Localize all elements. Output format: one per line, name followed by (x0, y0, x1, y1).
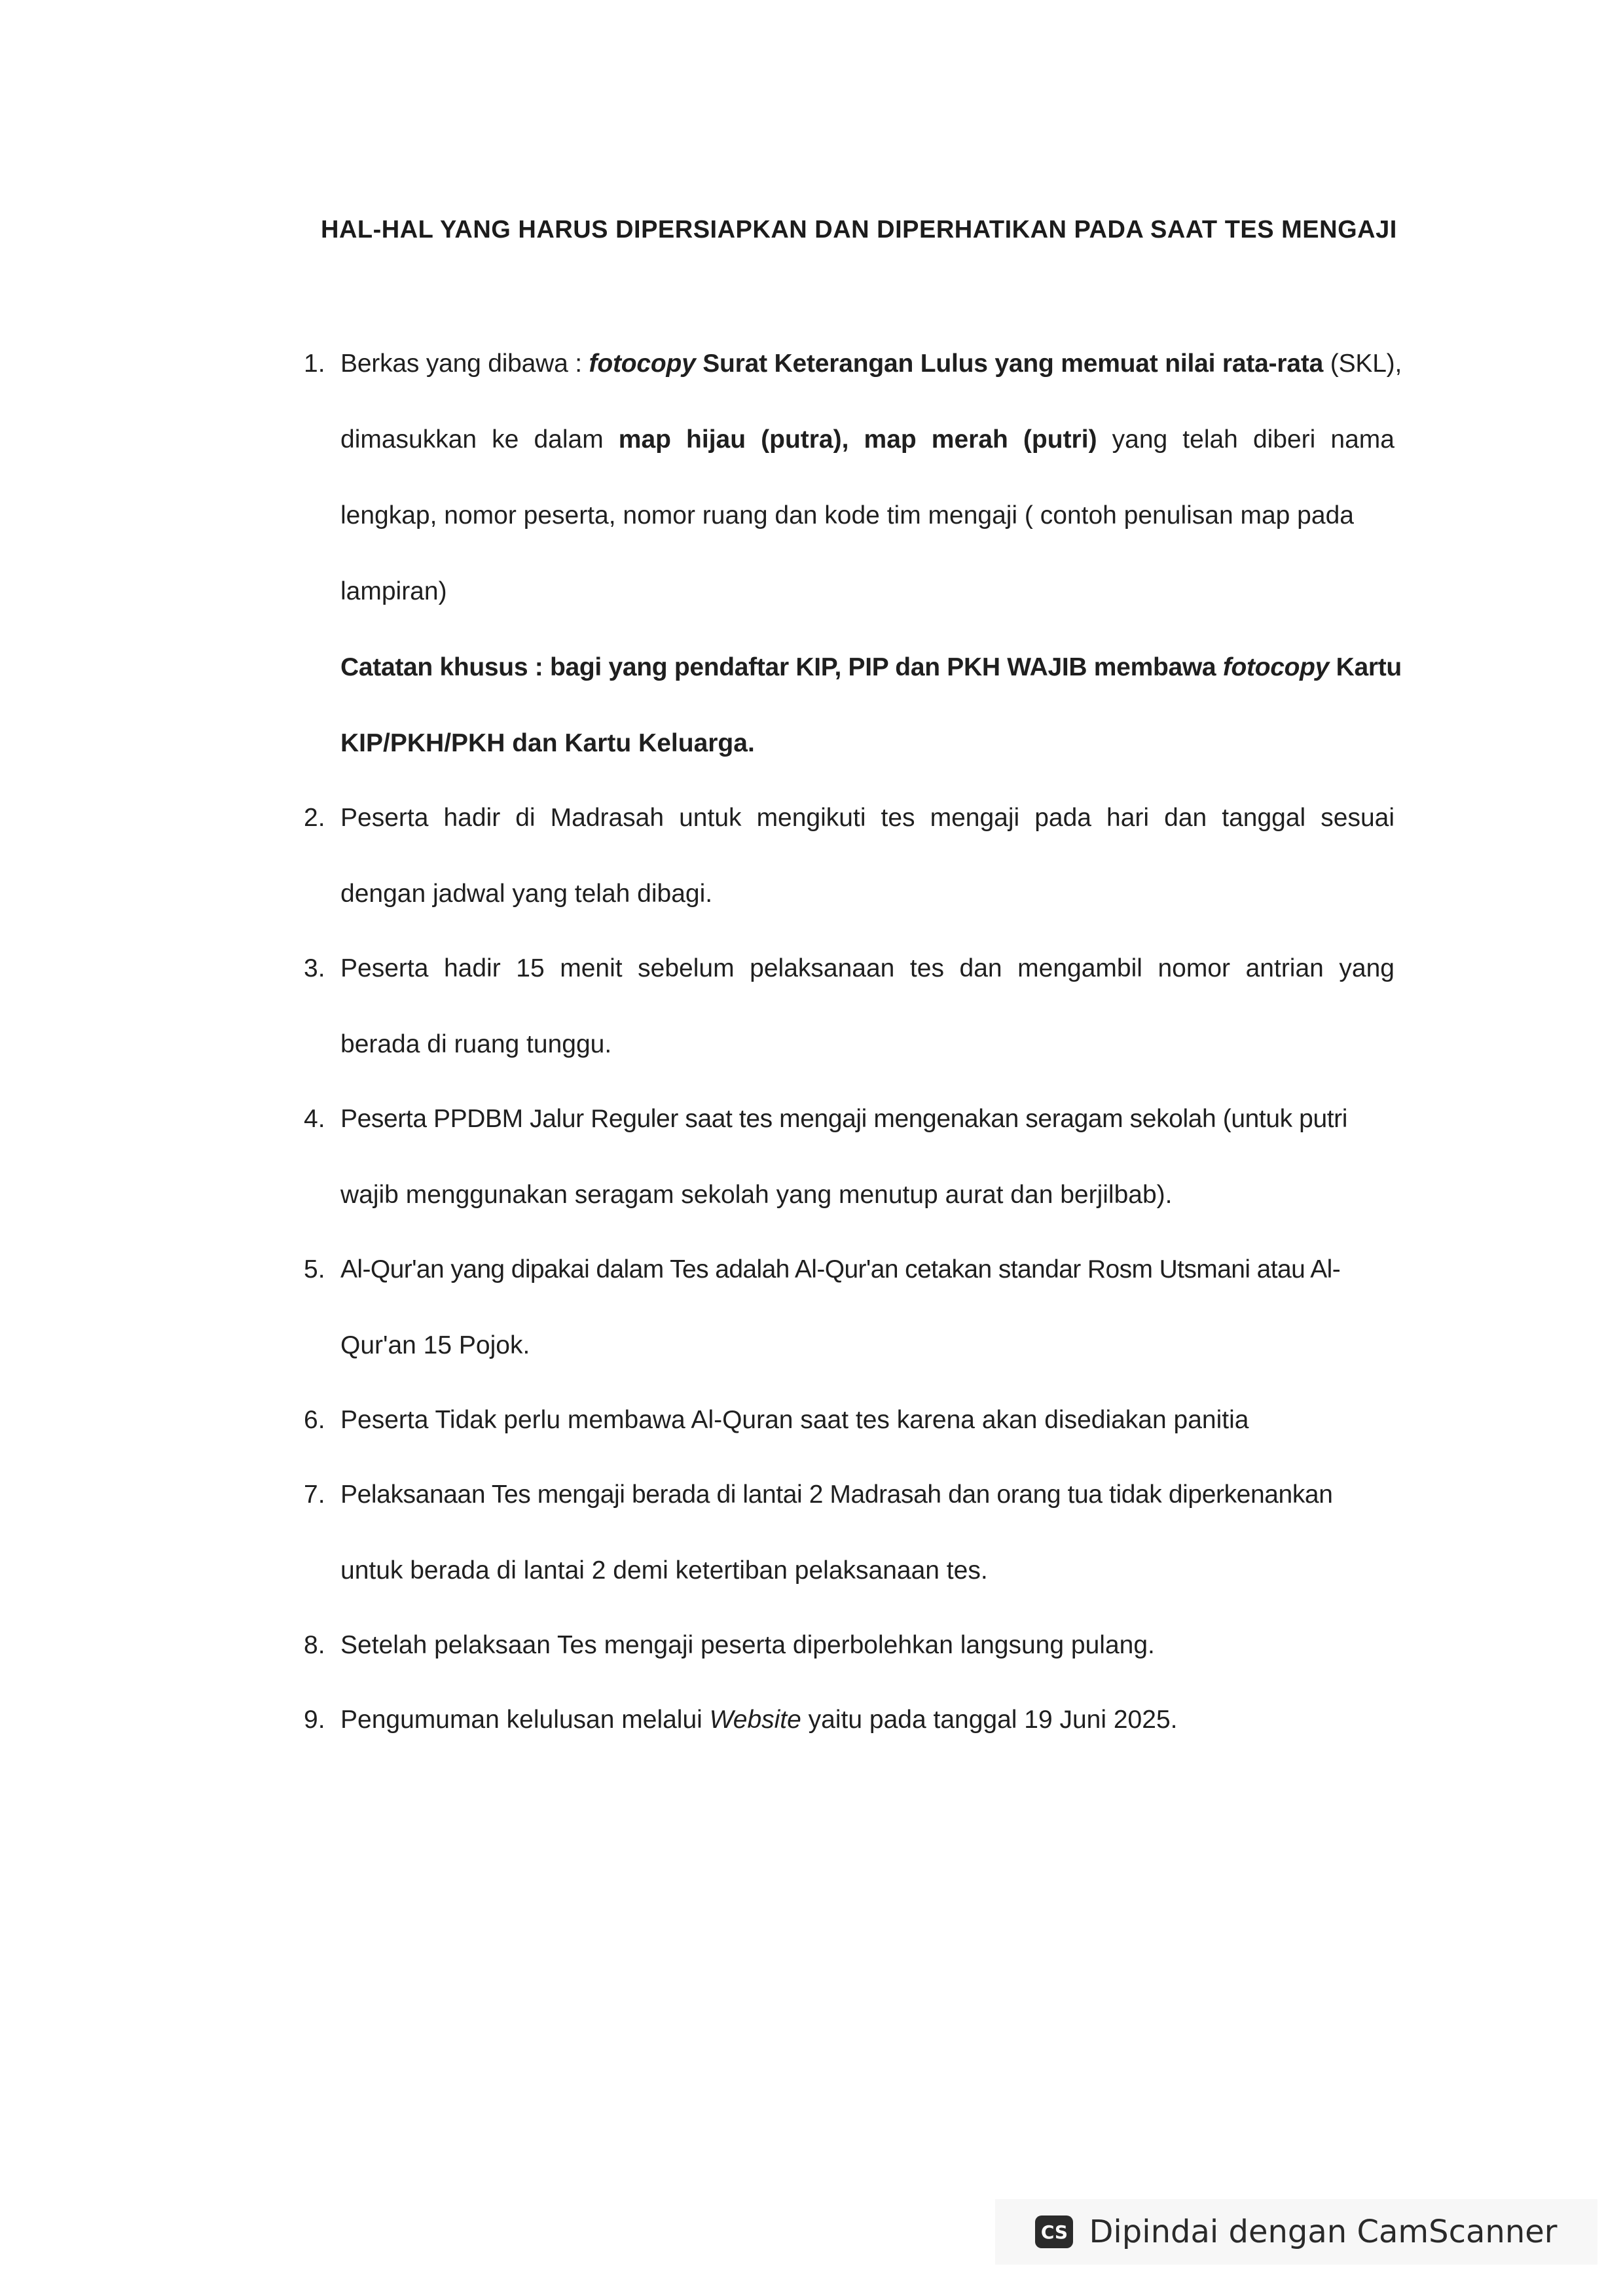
item-1-line-4: lampiran) (340, 577, 447, 605)
item-4-line-2: wajib menggunakan seragam sekolah yang menutup aurat dan berjilbab). (340, 1181, 1173, 1209)
item-1-line-1: Berkas yang dibawa : fotocopy Surat Keterangan Lulus yang memuat nilai rata-rata (SKL), (340, 350, 1402, 378)
item-1-line-3: lengkap, nomor peserta, nomor ruang dan kode tim mengaji ( contoh penulisan map pada (340, 501, 1354, 529)
list-item-3 (304, 931, 1395, 1083)
list-item-1 (304, 326, 1402, 781)
item-number: 6. (304, 1406, 325, 1434)
watermark-text: Dipindai dengan CamScanner (1089, 2214, 1558, 2250)
item-3-line-2: berada di ruang tunggu. (340, 1030, 612, 1058)
item-1-note: Catatan khusus : bagi yang pendaftar KIP, PIP dan PKH WAJIB membawa fotocopy Kartu (340, 653, 1402, 681)
item-2-line-2: dengan jadwal yang telah dibagi. (340, 880, 713, 908)
item-5-line-1: Al-Qur'an yang dipakai dalam Tes adalah Al-Qur'an cetakan standar Rosm Utsmani atau Al- (340, 1255, 1341, 1283)
camscanner-logo-icon: CS (1035, 2215, 1073, 2248)
list-item-5 (304, 1232, 1395, 1384)
list-item-7 (304, 1457, 1395, 1609)
list-item-6 (304, 1382, 1395, 1458)
item-7-line-2: untuk berada di lantai 2 demi ketertiban pelaksanaan tes. (340, 1556, 988, 1585)
item-4-line-1: Peserta PPDBM Jalur Reguler saat tes mengaji mengenakan seragam sekolah (untuk putri (340, 1105, 1348, 1133)
item-number: 2. (304, 804, 325, 832)
document-title: HAL-HAL YANG HARUS DIPERSIAPKAN DAN DIPERHATIKAN PADA SAAT TES MENGAJI (321, 216, 1397, 243)
list-item-2 (304, 780, 1395, 932)
item-6-line-1: Peserta Tidak perlu membawa Al-Quran saat tes karena akan disediakan panitia (340, 1406, 1249, 1434)
list-item-4 (304, 1081, 1395, 1233)
item-number: 9. (304, 1706, 325, 1734)
item-number: 3. (304, 954, 325, 982)
item-1-note-line-2: KIP/PKH/PKH dan Kartu Keluarga. (340, 729, 755, 757)
instruction-list (304, 327, 1402, 1758)
camscanner-watermark (995, 2199, 1597, 2265)
list-item-9 (304, 1682, 1395, 1758)
item-5-line-2: Qur'an 15 Pojok. (340, 1331, 530, 1359)
item-number: 5. (304, 1255, 325, 1283)
item-2-line-1: Peserta hadir di Madrasah untuk mengikuti tes mengaji pada hari dan tanggal sesuai (340, 804, 1395, 832)
item-3-line-1: Peserta hadir 15 menit sebelum pelaksanaan tes dan mengambil nomor antrian yang (340, 954, 1395, 982)
item-7-line-1: Pelaksanaan Tes mengaji berada di lantai 2 Madrasah dan orang tua tidak diperkenankan (340, 1480, 1333, 1509)
item-1-line-2: dimasukkan ke dalam map hijau (putra), map merah (putri) yang telah diberi nama (340, 425, 1395, 454)
item-number: 1. (304, 350, 325, 378)
item-9-line-1: Pengumuman kelulusan melalui Website yaitu pada tanggal 19 Juni 2025. (340, 1706, 1178, 1734)
list-item-8 (304, 1607, 1395, 1683)
item-8-line-1: Setelah pelaksaan Tes mengaji peserta diperbolehkan langsung pulang. (340, 1631, 1155, 1659)
item-number: 8. (304, 1631, 325, 1659)
item-number: 7. (304, 1480, 325, 1509)
item-number: 4. (304, 1105, 325, 1133)
